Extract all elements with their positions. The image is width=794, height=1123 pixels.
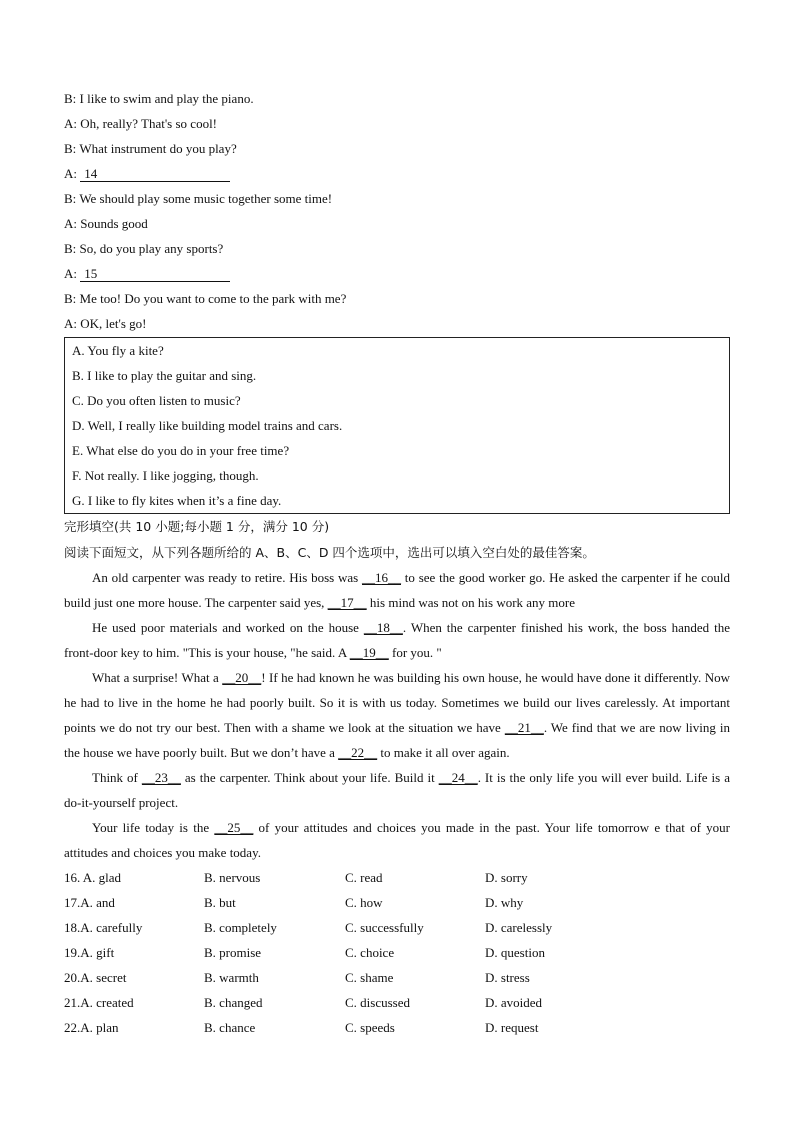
- speaker-label: A:: [64, 116, 77, 131]
- passage-paragraph-2: [64, 615, 730, 665]
- passage-paragraph-5: [64, 815, 730, 865]
- passage-text: to see the good worker go. He asked the carpenter if he could build just one more house. The carpenter said yes,: [64, 570, 730, 610]
- speaker-label: B:: [64, 191, 77, 206]
- passage-text: as the carpenter. Think about your life. Build it: [180, 770, 439, 785]
- choice-row: [64, 890, 730, 915]
- speaker-label: A:: [64, 266, 77, 281]
- option-item: D. Well, I really like building model trains and cars.: [72, 418, 343, 433]
- passage-paragraph-1: [64, 565, 730, 615]
- choice-a[interactable]: 18.A. carefully: [64, 920, 143, 935]
- choice-row: [64, 1015, 730, 1040]
- dialogue-text: What instrument do you play?: [79, 141, 237, 156]
- choice-c[interactable]: C. read: [345, 870, 383, 885]
- choice-d[interactable]: D. avoided: [485, 995, 543, 1010]
- passage-text: . We find that we are now living in the house we have poorly built. But we don’t have a: [64, 720, 730, 760]
- passage-paragraph-4: [64, 765, 730, 815]
- passage-paragraph-3: [64, 665, 730, 765]
- choice-a[interactable]: 20.A. secret: [64, 970, 127, 985]
- choice-row: [64, 865, 730, 890]
- choice-d[interactable]: D. why: [485, 895, 524, 910]
- blank-23[interactable]: __23__: [141, 770, 181, 785]
- choice-d[interactable]: D. carelessly: [485, 920, 553, 935]
- blank-20[interactable]: __20__: [222, 670, 262, 685]
- dialogue-text: Sounds good: [80, 216, 148, 231]
- answer-blank-15[interactable]: 15: [80, 267, 230, 282]
- choice-b[interactable]: B. completely: [204, 920, 277, 935]
- choice-a[interactable]: 22.A. plan: [64, 1020, 119, 1035]
- option-item: G. I like to fly kites when it’s a fine day.: [72, 493, 282, 508]
- passage-text: . It is the only life you will ever build. Life is a do-it-yourself project.: [64, 770, 730, 810]
- choice-c[interactable]: C. choice: [345, 945, 395, 960]
- blank-16[interactable]: __16__: [362, 570, 401, 585]
- choice-c[interactable]: C. shame: [345, 970, 394, 985]
- dialogue-line: [64, 211, 730, 236]
- choice-d[interactable]: D. stress: [485, 970, 530, 985]
- dialogue-line: [64, 186, 730, 211]
- choice-d[interactable]: D. sorry: [485, 870, 528, 885]
- dialogue-line: [64, 261, 730, 286]
- choice-c[interactable]: C. successfully: [345, 920, 424, 935]
- choice-d[interactable]: D. request: [485, 1020, 539, 1035]
- choice-a[interactable]: 19.A. gift: [64, 945, 115, 960]
- worksheet-page: [64, 86, 730, 1040]
- choice-a[interactable]: 21.A. created: [64, 995, 134, 1010]
- choice-a[interactable]: 17.A. and: [64, 895, 115, 910]
- passage-text: Your life today is the: [92, 820, 215, 835]
- choices-table: [64, 865, 730, 1040]
- passage-text: . When the carpenter finished his work, the boss handed the front-door key to him. "This is your house, "he said. A: [64, 620, 730, 660]
- choice-c[interactable]: C. how: [345, 895, 383, 910]
- choice-row: [64, 940, 730, 965]
- dialogue-line: [64, 286, 730, 311]
- blank-25[interactable]: __25__: [214, 820, 254, 835]
- dialogue-text: We should play some music together some time!: [79, 191, 333, 206]
- passage-text: his mind was not on his work any more: [366, 595, 576, 610]
- dialogue-line: [64, 111, 730, 136]
- dialogue: [64, 86, 730, 336]
- choice-b[interactable]: B. chance: [204, 1020, 256, 1035]
- choice-b[interactable]: B. nervous: [204, 870, 261, 885]
- option-item: B. I like to play the guitar and sing.: [72, 368, 257, 383]
- dialogue-line: [64, 136, 730, 161]
- section-title: 完形填空(共 10 小题;每小题 1 分，满分 10 分): [64, 519, 330, 534]
- passage-text: An old carpenter was ready to retire. His boss was: [92, 570, 362, 585]
- speaker-label: B:: [64, 291, 77, 306]
- choice-c[interactable]: C. discussed: [345, 995, 410, 1010]
- section-instruction: 阅读下面短文，从下列各题所给的 A、B、C、D 四个选项中，选出可以填入空白处的最佳答案。: [64, 545, 595, 560]
- passage-text: of your attitudes and choices you made in the past. Your life tomorrow e that of your attitudes and choices you make today.: [64, 820, 730, 860]
- choice-row: [64, 990, 730, 1015]
- choice-b[interactable]: B. promise: [204, 945, 262, 960]
- dialogue-line: [64, 161, 730, 186]
- passage-text: for you. ": [388, 645, 442, 660]
- blank-17[interactable]: __17__: [327, 595, 367, 610]
- dialogue-line: [64, 86, 730, 111]
- speaker-label: A:: [64, 316, 77, 331]
- passage-text: to make it all over again.: [377, 745, 510, 760]
- choice-b[interactable]: B. warmth: [204, 970, 259, 985]
- dialogue-text: Me too! Do you want to come to the park with me?: [79, 291, 347, 306]
- blank-21[interactable]: __21__: [504, 720, 544, 735]
- dialogue-text: So, do you play any sports?: [79, 241, 224, 256]
- blank-19[interactable]: __19__: [349, 645, 389, 660]
- choice-b[interactable]: B. changed: [204, 995, 263, 1010]
- option-item: F. Not really. I like jogging, though.: [72, 468, 259, 483]
- dialogue-text: Oh, really? That's so cool!: [80, 116, 218, 131]
- passage-text: Think of: [92, 770, 142, 785]
- answer-blank-14[interactable]: 14: [80, 167, 230, 182]
- choice-row: [64, 915, 730, 940]
- speaker-label: B:: [64, 91, 77, 106]
- dialogue-line: [64, 236, 730, 261]
- speaker-label: B:: [64, 141, 77, 156]
- passage-text: What a surprise! What a: [92, 670, 223, 685]
- speaker-label: A:: [64, 166, 77, 181]
- option-item: A. You fly a kite?: [72, 343, 164, 358]
- choice-row: [64, 965, 730, 990]
- blank-24[interactable]: __24__: [438, 770, 478, 785]
- dialogue-text: OK, let's go!: [80, 316, 147, 331]
- option-item: E. What else do you do in your free time?: [72, 443, 290, 458]
- dialogue-text: I like to swim and play the piano.: [79, 91, 254, 106]
- blank-22[interactable]: __22__: [338, 745, 378, 760]
- passage-text: He used poor materials and worked on the house: [92, 620, 364, 635]
- choice-d[interactable]: D. question: [485, 945, 545, 960]
- choice-a[interactable]: 16. A. glad: [64, 870, 122, 885]
- passage-text: ! If he had known he was building his own house, he would have done it differently. Now he had to live in the home he had poorly built. So it is with us today. Sometimes we build our lives carelessly. At important points we do not try our best. Then with a shame we look at the situation we have: [64, 670, 730, 735]
- options-box: [64, 337, 730, 514]
- choice-c[interactable]: C. speeds: [345, 1020, 395, 1035]
- dialogue-line: [64, 311, 730, 336]
- option-item: C. Do you often listen to music?: [72, 393, 241, 408]
- speaker-label: B:: [64, 241, 77, 256]
- blank-18[interactable]: __18__: [363, 620, 403, 635]
- speaker-label: A:: [64, 216, 77, 231]
- choice-b[interactable]: B. but: [204, 895, 236, 910]
